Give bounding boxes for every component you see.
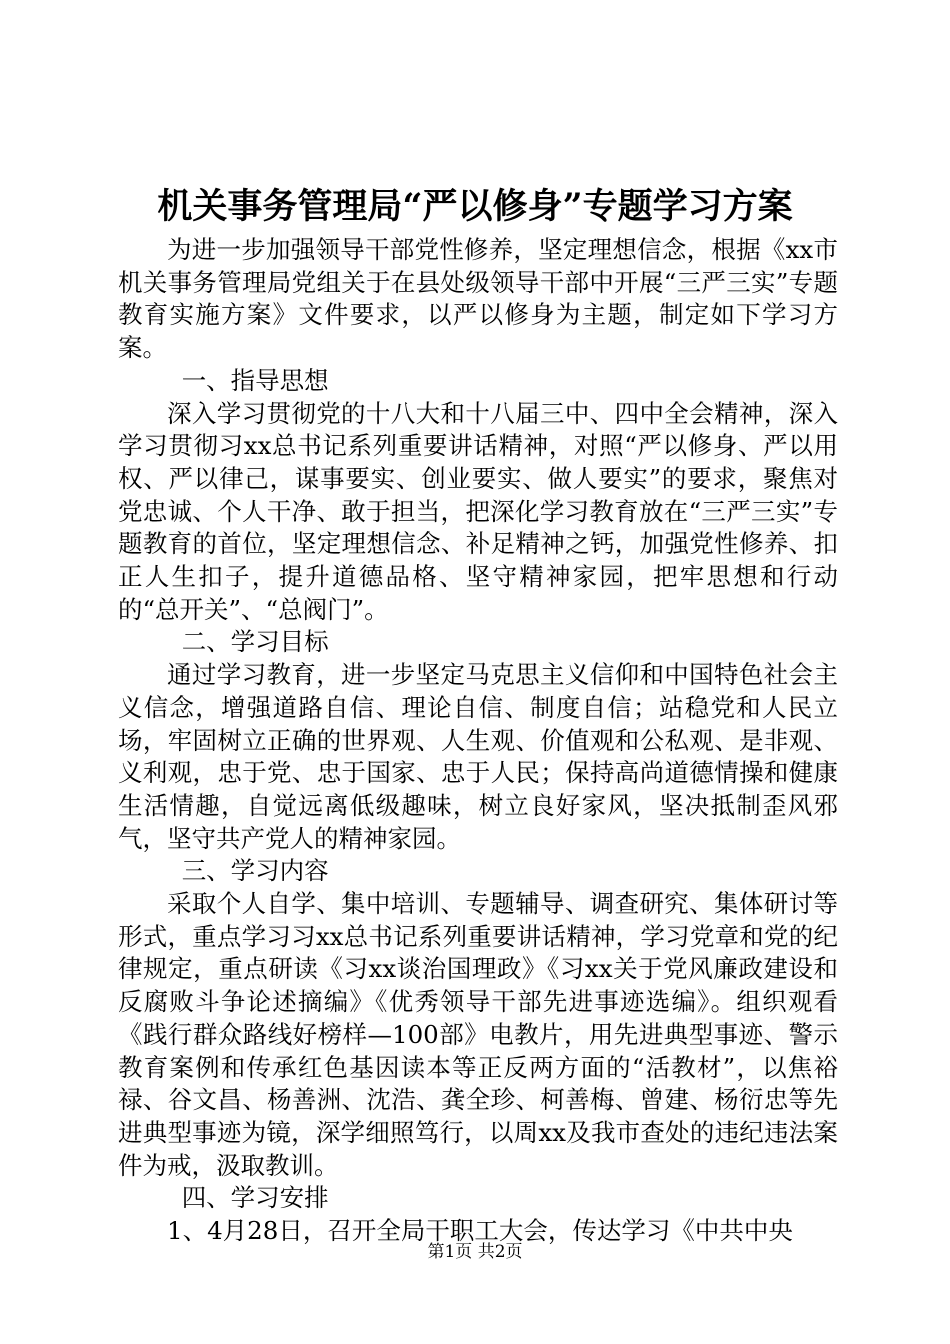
section-heading-learning-content: 三、学习内容: [181, 856, 329, 886]
section-paragraph-learning-schedule: 1、4月28日，召开全局干职工大会，传达学习《中共中央: [167, 1216, 793, 1246]
intro-paragraph: 为进一步加强领导干部党性修养，坚定理想信念，根据《xx市机关事务管理局党组关于在县处级领导干部中开展“三严三实”专题教育实施方案》文件要求，以严以修身为主题，制定如下学习方案。: [118, 235, 838, 363]
document-body: [118, 234, 838, 1248]
document-title: 机关事务管理局“严以修身”专题学习方案: [157, 186, 793, 227]
section-heading-learning-goals: 二、学习目标: [181, 627, 329, 657]
section-heading-learning-schedule: 四、学习安排: [181, 1183, 329, 1213]
page-footer: 第1页 共2页: [427, 1242, 523, 1262]
section-paragraph-guiding-thought: 深入学习贯彻党的十八大和十八届三中、四中全会精神，深入学习贯彻习xx总书记系列重要讲话精神，对照“严以修身、严以用权、严以律己，谋事要实、创业要实、做人要实”的要求，聚焦对党忠诚、个人干净、敢于担当，把深化学习教育放在“三严三实”专题教育的首位，坚定理想信念、补足精神之钙，加强党性修养、扣正人生扣子，提升道德品格、坚守精神家园，把牢思想和行动的“总开关”、“总阀门”。: [118, 398, 838, 624]
section-paragraph-learning-goals: 通过学习教育，进一步坚定马克思主义信仰和中国特色社会主义信念，增强道路自信、理论自信、制度自信；站稳党和人民立场，牢固树立正确的世界观、人生观、价值观和公私观、是非观、义利观，忠于党、忠于国家、忠于人民；保持高尚道德情操和健康生活情趣，自觉远离低级趣味，树立良好家风，坚决抵制歪风邪气，坚守共产党人的精神家园。: [118, 660, 838, 853]
section-heading-guiding-thought: 一、指导思想: [181, 365, 329, 395]
section-paragraph-learning-content: 采取个人自学、集中培训、专题辅导、调查研究、集体研讨等形式，重点学习习xx总书记系列重要讲话精神，学习党章和党的纪律规定，重点研读《习xx谈治国理政》《习xx关于党风廉政建设和反腐败斗争论述摘编》《优秀领导干部先进事迹选编》。组织观看《践行群众路线好榜样—100部》电教片，用先进典型事迹、警示教育案例和传承红色基因读本等正反两方面的“活教材”，以焦裕禄、谷文昌、杨善洲、沈浩、龚全珍、柯善梅、曾建、杨衍忠等先进典型事迹为镜，深学细照笃行，以周xx及我市查处的违纪违法案件为戒，汲取教训。: [118, 889, 838, 1180]
